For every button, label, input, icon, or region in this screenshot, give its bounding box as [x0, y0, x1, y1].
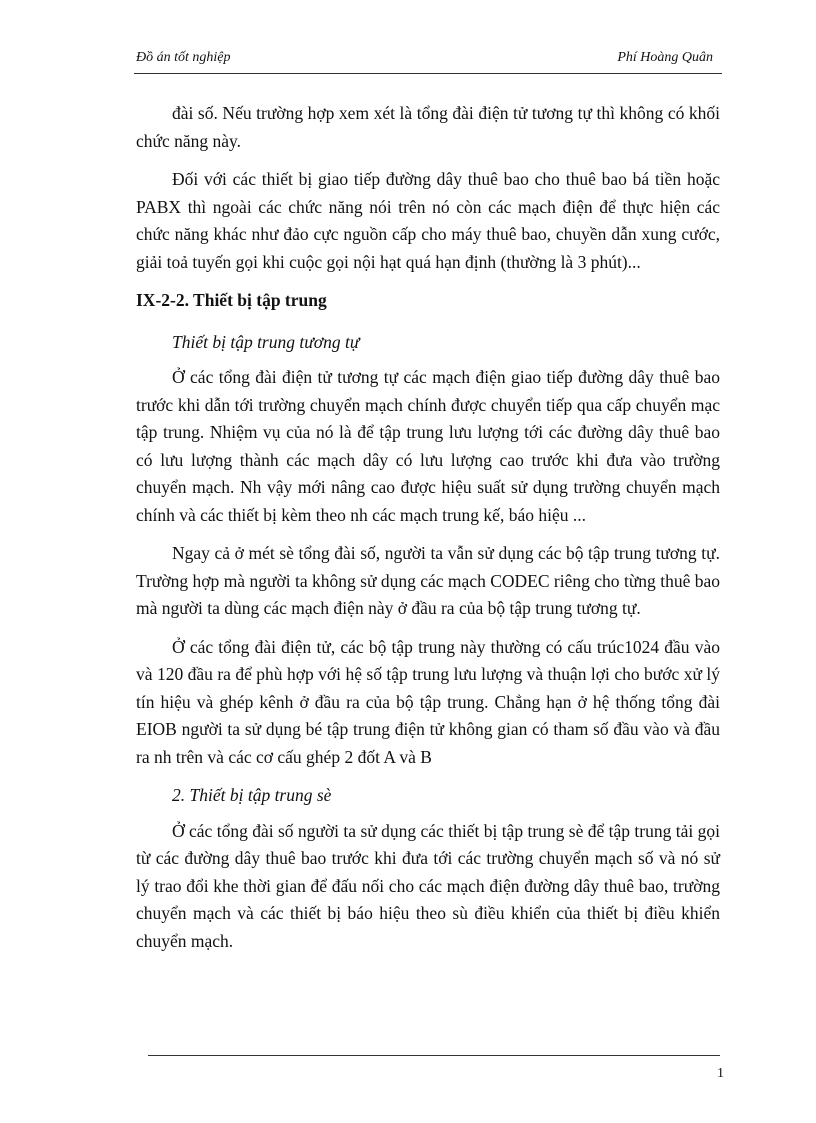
subheading-digital: 2. Thiết bị tập trung sè — [172, 785, 332, 805]
section-heading: IX-2-2. Thiết bị tập trung — [136, 290, 327, 310]
paragraph-5: Ở các tổng đài điện tử, các bộ tập trung này thường có cấu trúc1024 đầu vào và 120 đầu ra để phù hợp với hệ số tập trung lưu lượng và thuận lợi cho bước xử lý tín hiệu và ghép kênh ở đầu ra của bộ tập trung. Chẳng hạn ở hệ thống tổng đài EIOB người ta sử dụng bé tập trung điện tử không gian có tham số đầu vào và đầu ra nh trên và các cơ cấu ghép 2 đốt A và B — [136, 636, 720, 767]
footer-divider — [148, 1055, 720, 1056]
header-author: Phí Hoàng Quân — [617, 50, 713, 65]
subheading-analog: Thiết bị tập trung tương tự — [172, 331, 360, 352]
paragraph-6: Ở các tổng đài số người ta sử dụng các thiết bị tập trung sè để tập trung tải gọi từ các đường dây thuê bao trước khi đưa tới các trường chuyển mạch số và nó sử lý trao đổi khe thời gian để đấu nối cho các mạch điện đường dây thuê bao, trường chuyển mạch và các thiết bị báo hiệu theo sù điều khiển của thiết bị điều khiển chuyển mạch. — [136, 820, 720, 951]
paragraph-1: đài số. Nếu trường hợp xem xét là tổng đài điện tử tương tự thì không có khối chức năng này. — [136, 103, 720, 151]
header-divider — [134, 73, 722, 74]
paragraph-4: Ngay cả ở mét sè tổng đài số, người ta vẫn sử dụng các bộ tập trung tương tự. Trường hợp mà người ta không sử dụng các mạch CODEC riêng cho từng thuê bao mà người ta dùng các mạch điện này ở đầu ra của bộ tập trung tương tự. — [136, 543, 720, 618]
document-body — [136, 100, 720, 966]
paragraph-3: Ở các tổng đài điện tử tương tự các mạch điện giao tiếp đường dây thuê bao trước khi dẫn tới trường chuyển mạch chính được chuyển tiếp qua cấp chuyển mạc tập trung. Nhiệm vụ của nó là để tập trung lưu lượng tới các đường dây thuê bao có lưu lượng thành các mạch dây có lưu lượng cao trước khi đưa vào trường chuyển mạch. Nh vậy mới nâng cao được hiệu suất sử dụng trường chuyển mạch chính và các thiết bị kèm theo nh các mạch trung kế, báo hiệu ... — [136, 367, 720, 525]
header-document-title: Đồ án tốt nghiệp — [136, 50, 231, 65]
page-number: 1 — [717, 1066, 724, 1081]
paragraph-2: Đối với các thiết bị giao tiếp đường dây thuê bao cho thuê bao bá tiền hoặc PABX thì ngoài các chức năng nói trên nó còn các mạch điện để thực hiện các chức năng khác như đảo cực nguồn cấp cho máy thuê bao, chuyền dẫn xung cước, giải toả tuyến gọi khi cuộc gọi nội hạt quá hạn định (thường là 3 phút)... — [136, 169, 720, 272]
